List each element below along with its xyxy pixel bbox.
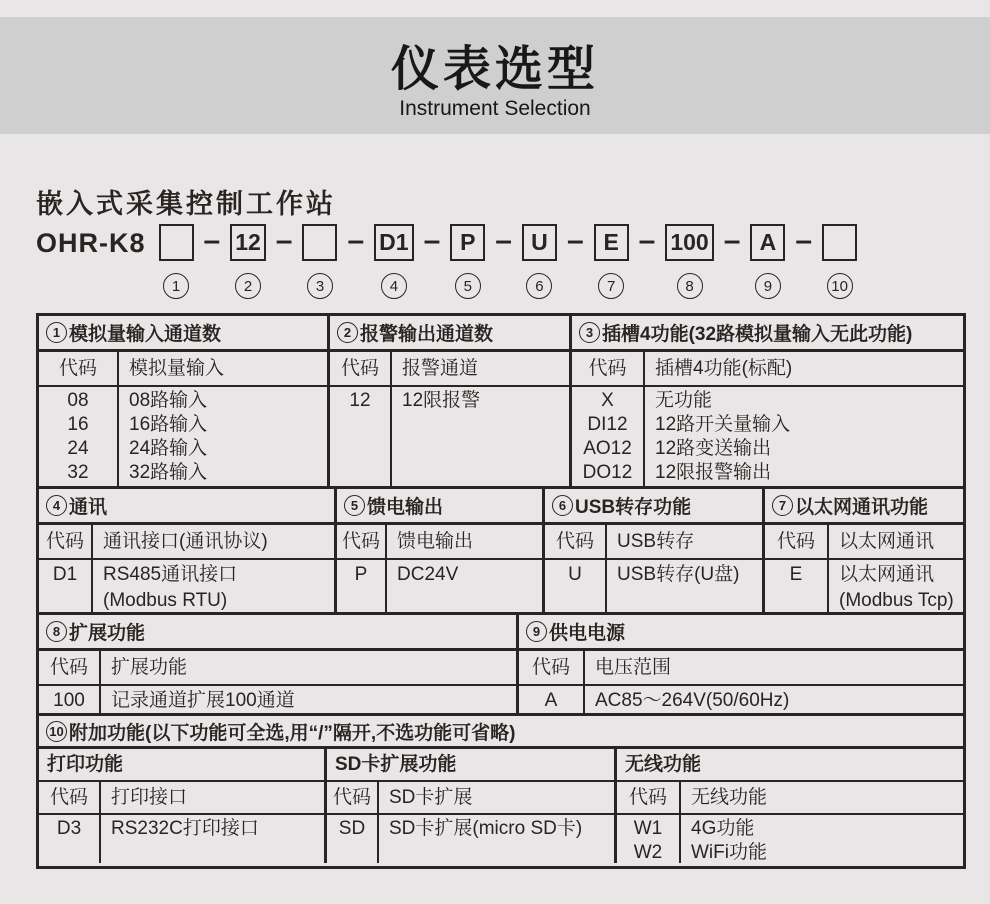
- desc-column-header: 打印接口: [101, 782, 324, 815]
- model-box-6: U: [522, 224, 557, 261]
- desc-cell: 12路开关量输入: [655, 414, 791, 435]
- product-heading: 嵌入式采集控制工作站: [36, 189, 336, 219]
- code-cell: AO12: [583, 438, 632, 459]
- model-dash: –: [203, 224, 221, 257]
- model-segment-7: [594, 224, 629, 299]
- band-3: [39, 612, 963, 713]
- model-segment-3: [302, 224, 337, 299]
- desc-cell: 08路输入: [129, 390, 208, 411]
- section-7-title: [765, 489, 963, 525]
- code-cell: 12: [349, 390, 371, 411]
- subsection-sd-title: SD卡扩展功能: [327, 749, 614, 782]
- section-1-title: [39, 316, 327, 352]
- code-column-header: 代码: [337, 525, 385, 560]
- desc-cell: 以太网通讯: [839, 564, 935, 585]
- desc-column-header: 馈电输出: [387, 525, 542, 560]
- band-2: [39, 486, 963, 612]
- circled-number-6: 6: [526, 273, 552, 299]
- desc-cell: RS485通讯接口: [103, 564, 238, 585]
- circled-number-icon: 3: [579, 322, 600, 343]
- circled-number-7: 7: [598, 273, 624, 299]
- model-box-5: P: [450, 224, 485, 261]
- code-cell: D1: [52, 564, 78, 585]
- subsection-wireless-title: 无线功能: [617, 749, 963, 782]
- section-title-text: 以太网通讯功能: [795, 497, 929, 518]
- code-column-header: 代码: [617, 782, 679, 815]
- code-cell: DO12: [582, 462, 633, 483]
- circled-number-icon: 10: [46, 721, 67, 742]
- section-2-title: [330, 316, 569, 352]
- circled-number-8: 8: [677, 273, 703, 299]
- model-segment-1: [159, 224, 194, 299]
- model-dash: –: [495, 224, 512, 257]
- section-4-title: [39, 489, 334, 525]
- desc-column-header: USB转存: [607, 525, 762, 560]
- code-cell: 32: [67, 462, 89, 483]
- section-5-title: [337, 489, 542, 525]
- circled-number-3: 3: [307, 273, 333, 299]
- desc-cell: DC24V: [397, 564, 459, 585]
- banner-title: 仪表选型: [390, 43, 599, 96]
- code-cell: DI12: [587, 414, 628, 435]
- circled-number-icon: 9: [526, 621, 547, 642]
- circled-number-icon: 8: [46, 621, 67, 642]
- model-box-8: 100: [665, 224, 713, 261]
- code-cell: 100: [53, 690, 85, 711]
- model-dash: –: [347, 224, 365, 257]
- code-cell: 24: [67, 438, 89, 459]
- desc-column-header: 电压范围: [585, 651, 963, 686]
- desc-cell: WiFi功能: [691, 842, 767, 863]
- desc-cell: RS232C打印接口: [111, 818, 259, 839]
- circled-number-10: 10: [827, 273, 853, 299]
- code-column-header: 代码: [39, 352, 117, 387]
- desc-column-header: 以太网通讯: [829, 525, 963, 560]
- desc-cell: USB转存(U盘): [617, 564, 740, 585]
- desc-column-header: 无线功能: [681, 782, 963, 815]
- desc-column-header: 模拟量输入: [119, 352, 327, 387]
- circled-number-icon: 5: [344, 495, 365, 516]
- section-6: [542, 489, 762, 612]
- code-column-header: 代码: [39, 525, 91, 560]
- model-code-line: [36, 224, 857, 299]
- code-cell: U: [568, 564, 582, 585]
- section-1: [39, 316, 327, 486]
- code-column-header: 代码: [39, 651, 99, 686]
- code-cell: SD: [338, 818, 366, 839]
- code-column-header: 代码: [327, 782, 377, 815]
- section-2: [327, 316, 569, 486]
- section-6-title: [545, 489, 762, 525]
- subsection-wireless: [614, 749, 963, 863]
- band-4: [39, 713, 963, 866]
- model-box-4: D1: [374, 224, 413, 261]
- section-3-title: [572, 316, 963, 352]
- desc-cell: 12路变送输出: [655, 438, 772, 459]
- band-1: [39, 316, 963, 486]
- model-dash: –: [638, 224, 656, 257]
- desc-cell: 24路输入: [129, 438, 208, 459]
- code-cell: A: [544, 690, 558, 711]
- section-title-text: 馈电输出: [367, 497, 444, 518]
- desc-column-header: 插槽4功能(标配): [645, 352, 963, 387]
- model-box-10: [822, 224, 857, 261]
- model-segment-9: [750, 224, 785, 299]
- circled-number-9: 9: [755, 273, 781, 299]
- section-title-text: 模拟量输入通道数: [69, 324, 222, 345]
- model-box-2: 12: [230, 224, 266, 261]
- section-title-text: 供电电源: [549, 623, 626, 644]
- model-segment-5: [450, 224, 485, 299]
- code-cell: D3: [56, 818, 82, 839]
- section-5: [334, 489, 542, 612]
- model-segment-2: [230, 224, 266, 299]
- circled-number-icon: 6: [552, 495, 573, 516]
- desc-column-header: SD卡扩展: [379, 782, 614, 815]
- section-title-text: 插槽4功能(32路模拟量输入无此功能): [602, 324, 913, 345]
- code-cell: W2: [633, 842, 663, 863]
- model-segment-6: [522, 224, 557, 299]
- model-box-1: [159, 224, 194, 261]
- code-column-header: 代码: [545, 525, 605, 560]
- section-4: [39, 489, 334, 612]
- section-10-title: [39, 716, 963, 749]
- model-segment-8: [665, 224, 713, 299]
- circled-number-4: 4: [381, 273, 407, 299]
- code-cell: 16: [67, 414, 89, 435]
- code-cell: E: [789, 564, 803, 585]
- model-segment-10: [822, 224, 857, 299]
- subsection-print-title: 打印功能: [39, 749, 324, 782]
- code-column-header: 代码: [39, 782, 99, 815]
- section-title-text: 附加功能(以下功能可全选,用“/”隔开,不选功能可省略): [69, 722, 516, 744]
- section-9-title: [519, 615, 963, 651]
- circled-number-2: 2: [235, 273, 261, 299]
- desc-cell: (Modbus Tcp): [839, 590, 954, 611]
- selection-table: [36, 313, 966, 869]
- desc-cell: 4G功能: [691, 818, 755, 839]
- model-prefix: OHR-K8: [36, 228, 146, 258]
- desc-cell: 12限报警: [402, 390, 481, 411]
- model-dash: –: [423, 224, 441, 257]
- model-dash: –: [723, 224, 741, 257]
- page-banner: [0, 17, 990, 134]
- desc-cell: SD卡扩展(micro SD卡): [389, 818, 583, 839]
- section-3: [569, 316, 963, 486]
- code-column-header: 代码: [330, 352, 390, 387]
- section-title-text: 扩展功能: [69, 623, 146, 644]
- model-dash: –: [795, 224, 813, 257]
- subsection-sd-card: [324, 749, 614, 863]
- section-title-text: USB转存功能: [575, 497, 692, 518]
- section-8: [39, 615, 516, 713]
- section-title-text: 通讯: [69, 497, 108, 518]
- desc-cell: 16路输入: [129, 414, 208, 435]
- section-7: [762, 489, 963, 612]
- circled-number-icon: 1: [46, 322, 67, 343]
- model-dash: –: [275, 224, 293, 257]
- desc-column-header: 通讯接口(通讯协议): [93, 525, 334, 560]
- code-column-header: 代码: [572, 352, 643, 387]
- circled-number-icon: 2: [337, 322, 358, 343]
- circled-number-icon: 7: [772, 495, 793, 516]
- section-9: [516, 615, 963, 713]
- model-dash: –: [566, 224, 584, 257]
- desc-cell: AC85～264V(50/60Hz): [595, 690, 790, 711]
- code-column-header: 代码: [765, 525, 827, 560]
- circled-number-5: 5: [455, 273, 481, 299]
- desc-cell: 12限报警输出: [655, 462, 772, 483]
- desc-cell: 记录通道扩展100通道: [111, 690, 295, 711]
- code-cell: P: [354, 564, 368, 585]
- model-box-9: A: [750, 224, 785, 261]
- code-cell: X: [601, 390, 614, 411]
- code-column-header: 代码: [519, 651, 583, 686]
- subsection-print: [39, 749, 324, 863]
- banner-subtitle: Instrument Selection: [399, 97, 591, 120]
- code-cell: 08: [67, 390, 89, 411]
- section-title-text: 报警输出通道数: [360, 324, 494, 345]
- circled-number-1: 1: [163, 273, 189, 299]
- circled-number-icon: 4: [46, 495, 67, 516]
- code-cell: W1: [633, 818, 663, 839]
- desc-column-header: 扩展功能: [101, 651, 516, 686]
- desc-column-header: 报警通道: [392, 352, 569, 387]
- model-segment-4: [374, 224, 413, 299]
- desc-cell: 32路输入: [129, 462, 208, 483]
- desc-cell: (Modbus RTU): [103, 590, 228, 611]
- model-box-3: [302, 224, 337, 261]
- model-box-7: E: [594, 224, 629, 261]
- section-8-title: [39, 615, 516, 651]
- desc-cell: 无功能: [655, 390, 713, 411]
